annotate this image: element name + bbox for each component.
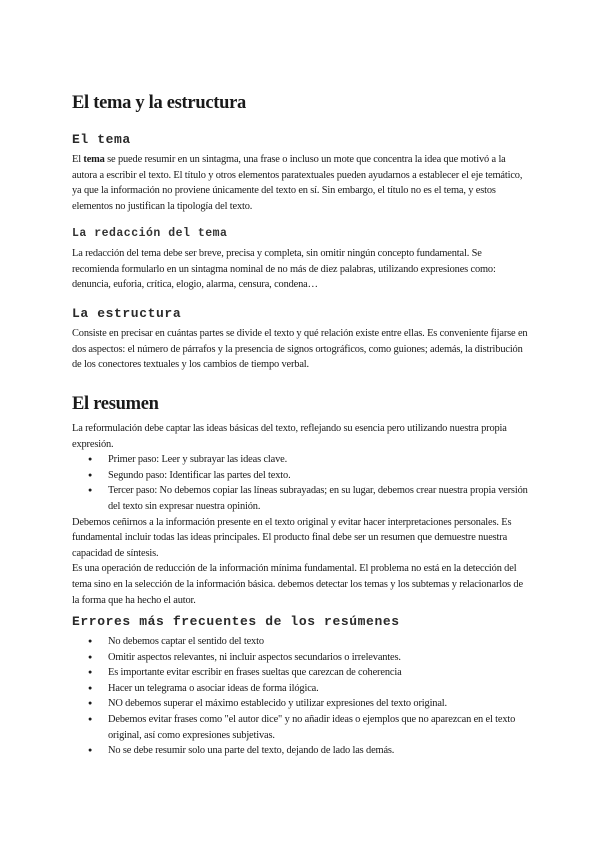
paragraph-la-estructura: Consiste en precisar en cuántas partes se divide el texto y qué relación existe entre ellas. Es conveniente fijarse en dos aspectos: el número de párrafos y la presencia de signos ortográficos, como guiones; además, la distribución de los conectores textuales y los cambios de tiempo verbal. [72, 328, 528, 371]
list-item: ● Es importante evitar escribir en frases sueltas que carezcan de coherencia [108, 665, 529, 681]
paragraph-resumen-3: Es una operación de reducción de la información mínima fundamental. El problema no está en la detección del tema sino en la selección de la información básica. debemos detectar los temas y los subtemas y relacionarlos de la forma que ha hecho el autor. [72, 563, 523, 606]
heading-errores-frecuentes: Errores más frecuentes de los resúmenes [72, 614, 400, 629]
tema-text-pre: El [72, 154, 84, 165]
steps-list [72, 452, 529, 514]
list-item: ● Hacer un telegrama o asociar ideas de forma ilógica. [108, 681, 529, 697]
section-title-tema-estructura: El tema y la estructura [72, 93, 246, 113]
errores-list [72, 634, 529, 759]
heading-redaccion-tema: La redacción del tema [72, 227, 228, 240]
tema-text-post: se puede resumir en un sintagma, una frase o incluso un mote que concentra la idea que motivó a la autora a escribir el texto. El título y otros elementos paratextuales pueden ayudarnos a establecer el eje temático, ya que la información no proviene únicamente del texto en sí. Sin embargo, el título no es el tema, y estos elementos no justifican la tipología del texto. [72, 154, 523, 212]
paragraph-resumen-2: Debemos ceñirnos a la información presente en el texto original y evitar hacer interpretaciones personales. Es fundamental incluir todas las ideas principales. El producto final debe ser un resumen que demuestre nuestra capacidad de síntesis. [72, 516, 512, 559]
section-title-resumen: El resumen [72, 394, 159, 414]
paragraph-redaccion-tema: La redacción del tema debe ser breve, precisa y completa, sin omitir ningún concepto fundamental. Se recomienda formularlo en un sintagma nominal de no más de diez palabras, utilizando expresiones como: denuncia, euforia, crítica, elogio, alarma, censura, condena… [72, 248, 496, 291]
list-item: ● No debemos captar el sentido del texto [108, 634, 529, 650]
list-item: ● Debemos evitar frases como "el autor dice" y no añadir ideas o ejemplos que no aparezcan en el texto original, así como expresiones subjetivas. [108, 712, 529, 743]
list-item: ● Primer paso: Leer y subrayar las ideas clave. [108, 452, 529, 468]
list-item: ● NO debemos superar el máximo establecido y utilizar expresiones del texto original. [108, 696, 529, 712]
paragraph-el-tema [72, 152, 529, 214]
list-item: ● No se debe resumir solo una parte del texto, dejando de lado las demás. [108, 743, 529, 759]
paragraph-resumen-intro: La reformulación debe captar las ideas básicas del texto, reflejando su esencia pero utilizando nuestra propia expresión. [72, 423, 507, 450]
list-item: ● Omitir aspectos relevantes, ni incluir aspectos secundarios o irrelevantes. [108, 650, 529, 666]
resumen-body [72, 421, 529, 608]
tema-bold-word: tema [83, 154, 105, 165]
list-item: ● Segundo paso: Identificar las partes del texto. [108, 468, 529, 484]
list-item: ● Tercer paso: No debemos copiar las líneas subrayadas; en su lugar, debemos crear nuestra propia versión del texto sin expresar nuestra opinión. [108, 483, 529, 514]
heading-la-estructura: La estructura [72, 306, 182, 321]
heading-el-tema: El tema [72, 132, 131, 147]
